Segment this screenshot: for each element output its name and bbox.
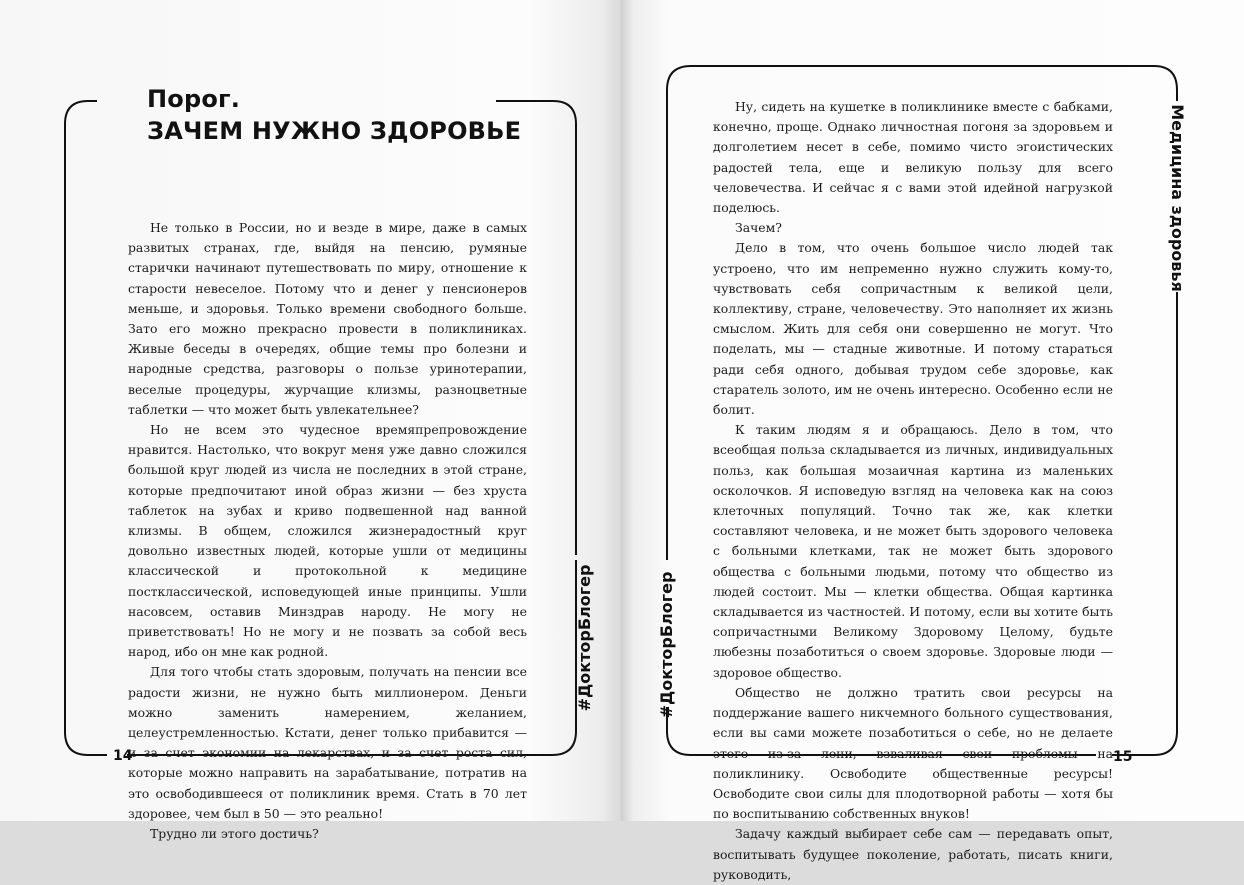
- paragraph: Общество не должно тратить свои ресурсы на поддержание вашего никчемного больного существования, если вы сами можете позаботиться о себе, но не делаете этого из-за лени, взваливая свои проблемы на поликлинику. Освободите общественные ресурсы! Освободите свои силы для плодотворной работы — хотя бы по воспитыванию собственных внуков!: [713, 684, 1113, 822]
- side-label-hashtag: #ДокторБлогер: [657, 571, 676, 719]
- page-number-left: 14: [113, 748, 133, 764]
- side-label-hashtag: #ДокторБлогер: [575, 564, 594, 712]
- paragraph: Задачу каждый выбирает себе сам — передавать опыт, воспитывать будущее поколение, работать, писать книги, руководить,: [713, 826, 1113, 882]
- paragraph: Для того чтобы стать здоровым, получать на пенсии все радости жизни, не нужно быть миллионером. Деньги можно заменить намерением, желанием, целеустремленностью. Кстати, денег только прибавится — и за счет экономии на лекарствах, и за счет роста сил, которые можно направить на зарабатывание, потратив на это освободившееся от поликлиник время. Стать в 70 лет здоровее, чем был в 50 — это реально!: [128, 664, 527, 821]
- paragraph: Трудно ли этого достичь?: [150, 826, 319, 842]
- chapter-title-line1: Порог.: [147, 85, 241, 113]
- page-number-right: 15: [1113, 749, 1133, 765]
- paragraph: К таким людям я и обращаюсь. Дело в том, что всеобщая польза складывается из личных, индивидуальных польз, как большая мозаичная картина из маленьких осколочков. Я исповедую взгляд на человека как на союз клеточных популяций. Точно так же, как клетки составляют человека, и не может быть здорового человека с больными клетками, так не может быть здорового общества с больными людьми, потому что общество из людей состоит. Мы — клетки общества. Общая картинка складывается из частностей. И потому, если вы хотите быть сопричастными Великому Здоровому Целому, будьте любезны позаботиться о своем здоровье. Здоровые люди — здоровое общество.: [713, 422, 1113, 680]
- right-page-body: [713, 97, 1113, 885]
- side-label-section-title: Медицина здоровья: [1168, 104, 1187, 292]
- chapter-title: [147, 83, 521, 147]
- chapter-title-line2: ЗАЧЕМ НУЖНО ЗДОРОВЬЕ: [147, 117, 522, 145]
- paragraph: Ну, сидеть на кушетке в поликлинике вместе с бабками, конечно, проще. Однако личностная погоня за здоровьем и долголетием несет в себе, помимо чисто эгоистических радостей тела, еще и великую пользу для всего человечества. И сейчас я с вами этой идейной нагрузкой поделюсь.: [713, 99, 1113, 216]
- paragraph: Не только в России, но и везде в мире, даже в самых развитых странах, где, выйдя на пенсию, румяные старички начинают путешествовать по миру, отношение к старости невеселое. Потому что и денег у пенсионеров меньше, и здоровья. Только времени свободного больше. Зато его можно прекрасно провести в поликлиниках. Живые беседы в очередях, общие темы про болезни и народные средства, разговоры о пользе уринотерапии, веселые процедуры, журчащие клизмы, разноцветные таблетки — что может быть увлекательнее?: [128, 220, 527, 417]
- left-page-body: [128, 218, 527, 844]
- paragraph: Дело в том, что очень большое число людей так устроено, что им непременно нужно служить кому-то, чувствовать себя сопричастным к великой цели, коллективу, стране, человечеству. Это наполняет их жизнь смыслом. Жить для себя они совершенно не могут. Что поделать, мы — стадные животные. И потому стараться ради себя одного, добывая трудом себе здоровье, как старатель золото, им не очень интересно. Особенно если не болит.: [713, 240, 1113, 418]
- left-page: [0, 0, 621, 842]
- paragraph: Зачем?: [735, 220, 782, 236]
- paragraph: Но не всем это чудесное времяпрепровождение нравится. Настолько, что вокруг меня уже давно сложился большой круг людей из числа не последних в этой стране, которые предпочитают иной образ жизни — без хруста таблеток на зубах и криво подвешенной над ванной клизмы. В общем, сложился жизнерадостный круг довольно известных людей, которые ушли от медицины классической и протокольной к медицине постклассической, исповедующей иные принципы. Ушли насовсем, оставив Минздрав народу. Не могу не приветствовать! Но не могу и не позвать за собой весь народ, ибо он мне как родной.: [128, 422, 527, 660]
